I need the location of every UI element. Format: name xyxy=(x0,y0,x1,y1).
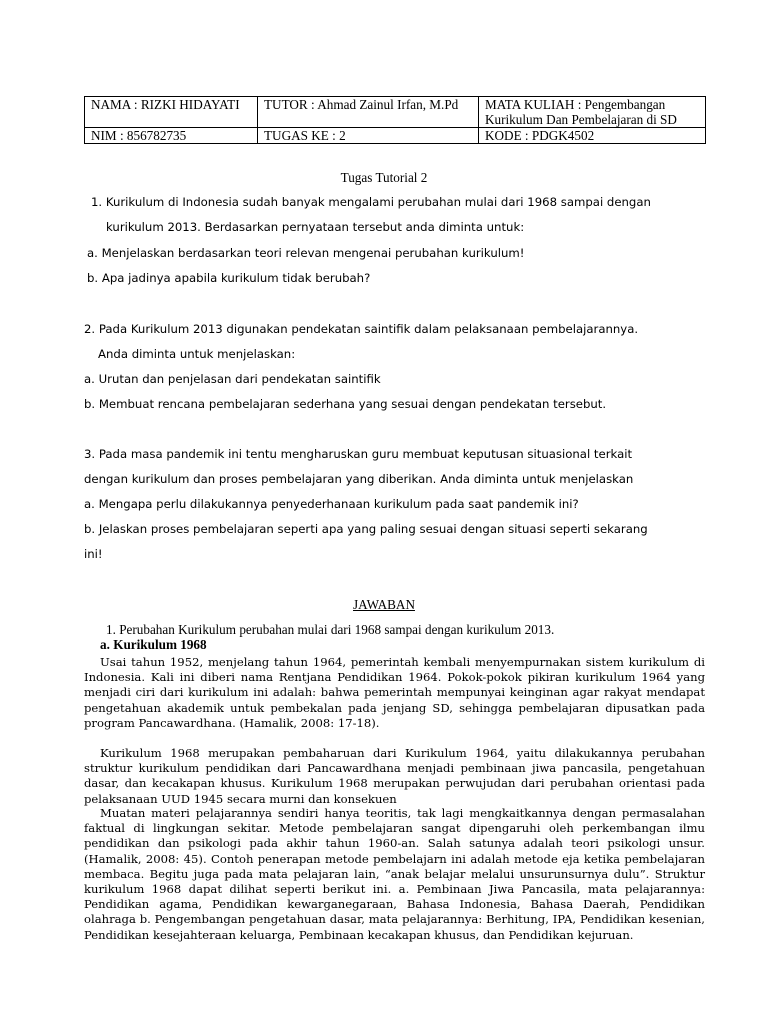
question-2-line-1: 2. Pada Kurikulum 2013 digunakan pendekatan saintifik dalam pelaksanaan pembelajarannya. xyxy=(84,322,639,336)
answer-paragraph-1-text: Usai tahun 1952, menjelang tahun 1964, pemerintah kembali menyempurnakan sistem kurikulum di Indonesia. Kali ini diberi nama Rentjana Pendidikan 1964. Pokok-pokok pikiran kurikulum 1964 yang menjadi ciri dari kurikulum ini adalah: bahwa pemerintah mempunyai keinginan agar rakyat mendapat pengetahuan akademik untuk pembekalan pada jenjang SD, sehingga pembelajaran dipusatkan pada program Pancawardhana. (Hamalik, 2008: 17-18). xyxy=(84,655,705,730)
assignment-number-cell: TUGAS KE : 2 xyxy=(258,128,479,144)
question-3-b-line-1: b. Jelaskan proses pembelajaran seperti apa yang paling sesuai dengan situasi seperti sekarang xyxy=(84,522,648,536)
document-title: Tugas Tutorial 2 xyxy=(340,170,428,185)
answer-subheading-a: a. Kurikulum 1968 xyxy=(100,637,207,652)
tutor-cell: TUTOR : Ahmad Zainul Irfan, M.Pd xyxy=(258,97,479,128)
answer-paragraph-2 xyxy=(84,746,705,807)
question-3-b-line-2: ini! xyxy=(84,547,103,561)
question-1-b: b. Apa jadinya apabila kurikulum tidak berubah? xyxy=(87,271,371,285)
student-info-table xyxy=(84,96,706,144)
question-3-a: a. Mengapa perlu dilakukannya penyederhanaan kurikulum pada saat pandemik ini? xyxy=(84,497,579,511)
question-2-line-2: Anda diminta untuk menjelaskan: xyxy=(98,347,296,361)
question-2-b: b. Membuat rencana pembelajaran sederhana yang sesuai dengan pendekatan tersebut. xyxy=(84,397,607,411)
answer-paragraph-3 xyxy=(84,806,705,943)
answer-heading: JAWABAN xyxy=(353,597,415,612)
student-id-cell: NIM : 856782735 xyxy=(85,128,258,144)
course-code-cell: KODE : PDGK4502 xyxy=(479,128,706,144)
info-row-2 xyxy=(85,128,706,144)
answer-paragraph-1 xyxy=(84,655,705,731)
answer-item-1: 1. Perubahan Kurikulum perubahan mulai dari 1968 sampai dengan kurikulum 2013. xyxy=(106,622,555,637)
question-1-a: a. Menjelaskan berdasarkan teori relevan mengenai perubahan kurikulum! xyxy=(87,246,525,260)
question-3-line-1: 3. Pada masa pandemik ini tentu mengharuskan guru membuat keputusan situasional terkait xyxy=(84,447,633,461)
course-cell: MATA KULIAH : Pengembangan Kurikulum Dan Pembelajaran di SD xyxy=(479,97,706,128)
question-1-line-1: 1. Kurikulum di Indonesia sudah banyak mengalami perubahan mulai dari 1968 sampai dengan xyxy=(91,195,651,209)
student-name-cell: NAMA : RIZKI HIDAYATI xyxy=(85,97,258,128)
question-3-line-2: dengan kurikulum dan proses pembelajaran yang diberikan. Anda diminta untuk menjelaskan xyxy=(84,472,634,486)
question-2-a: a. Urutan dan penjelasan dari pendekatan saintifik xyxy=(84,372,381,386)
info-row-1 xyxy=(85,97,706,128)
answer-paragraph-2-text: Kurikulum 1968 merupakan pembaharuan dari Kurikulum 1964, yaitu dilakukannya perubahan struktur kurikulum pendidikan dari Pancawardhana menjadi pembinaan jiwa pancasila, pengetahuan dasar, dan kecakapan khusus. Kurikulum 1968 merupakan perwujudan dari perubahan orientasi pada pelaksanaan UUD 1945 secara murni dan konsekuen xyxy=(84,746,705,806)
question-1-line-2: kurikulum 2013. Berdasarkan pernyataan tersebut anda diminta untuk: xyxy=(106,220,525,234)
answer-paragraph-3-text: Muatan materi pelajarannya sendiri hanya teoritis, tak lagi mengkaitkannya dengan permasalahan faktual di lingkungan sekitar. Metode pembelajaran sangat dipengaruhi oleh perkembangan ilmu pendidikan dan psikologi pada akhir tahun 1960-an. Salah satunya adalah teori psikologi unsur. (Hamalik, 2008: 45). Contoh penerapan metode pembelajarn ini adalah metode eja ketika pembelajaran membaca. Begitu juga pada mata pelajaran lain, “anak belajar melalui unsurunsurnya dulu”. Struktur kurikulum 1968 dapat dilihat seperti berikut ini. a. Pembinaan Jiwa Pancasila, mata pelajarannya: Pendidikan agama, Pendidikan kewarganegaraan, Bahasa Indonesia, Bahasa Daerah, Pendidikan olahraga b. Pengembangan pengetahuan dasar, mata pelajarannya: Berhitung, IPA, Pendidikan kesenian, Pendidikan kesejahteraan keluarga, Pembinaan kecakapan khusus, dan Pendidikan kejuruan. xyxy=(84,806,705,942)
